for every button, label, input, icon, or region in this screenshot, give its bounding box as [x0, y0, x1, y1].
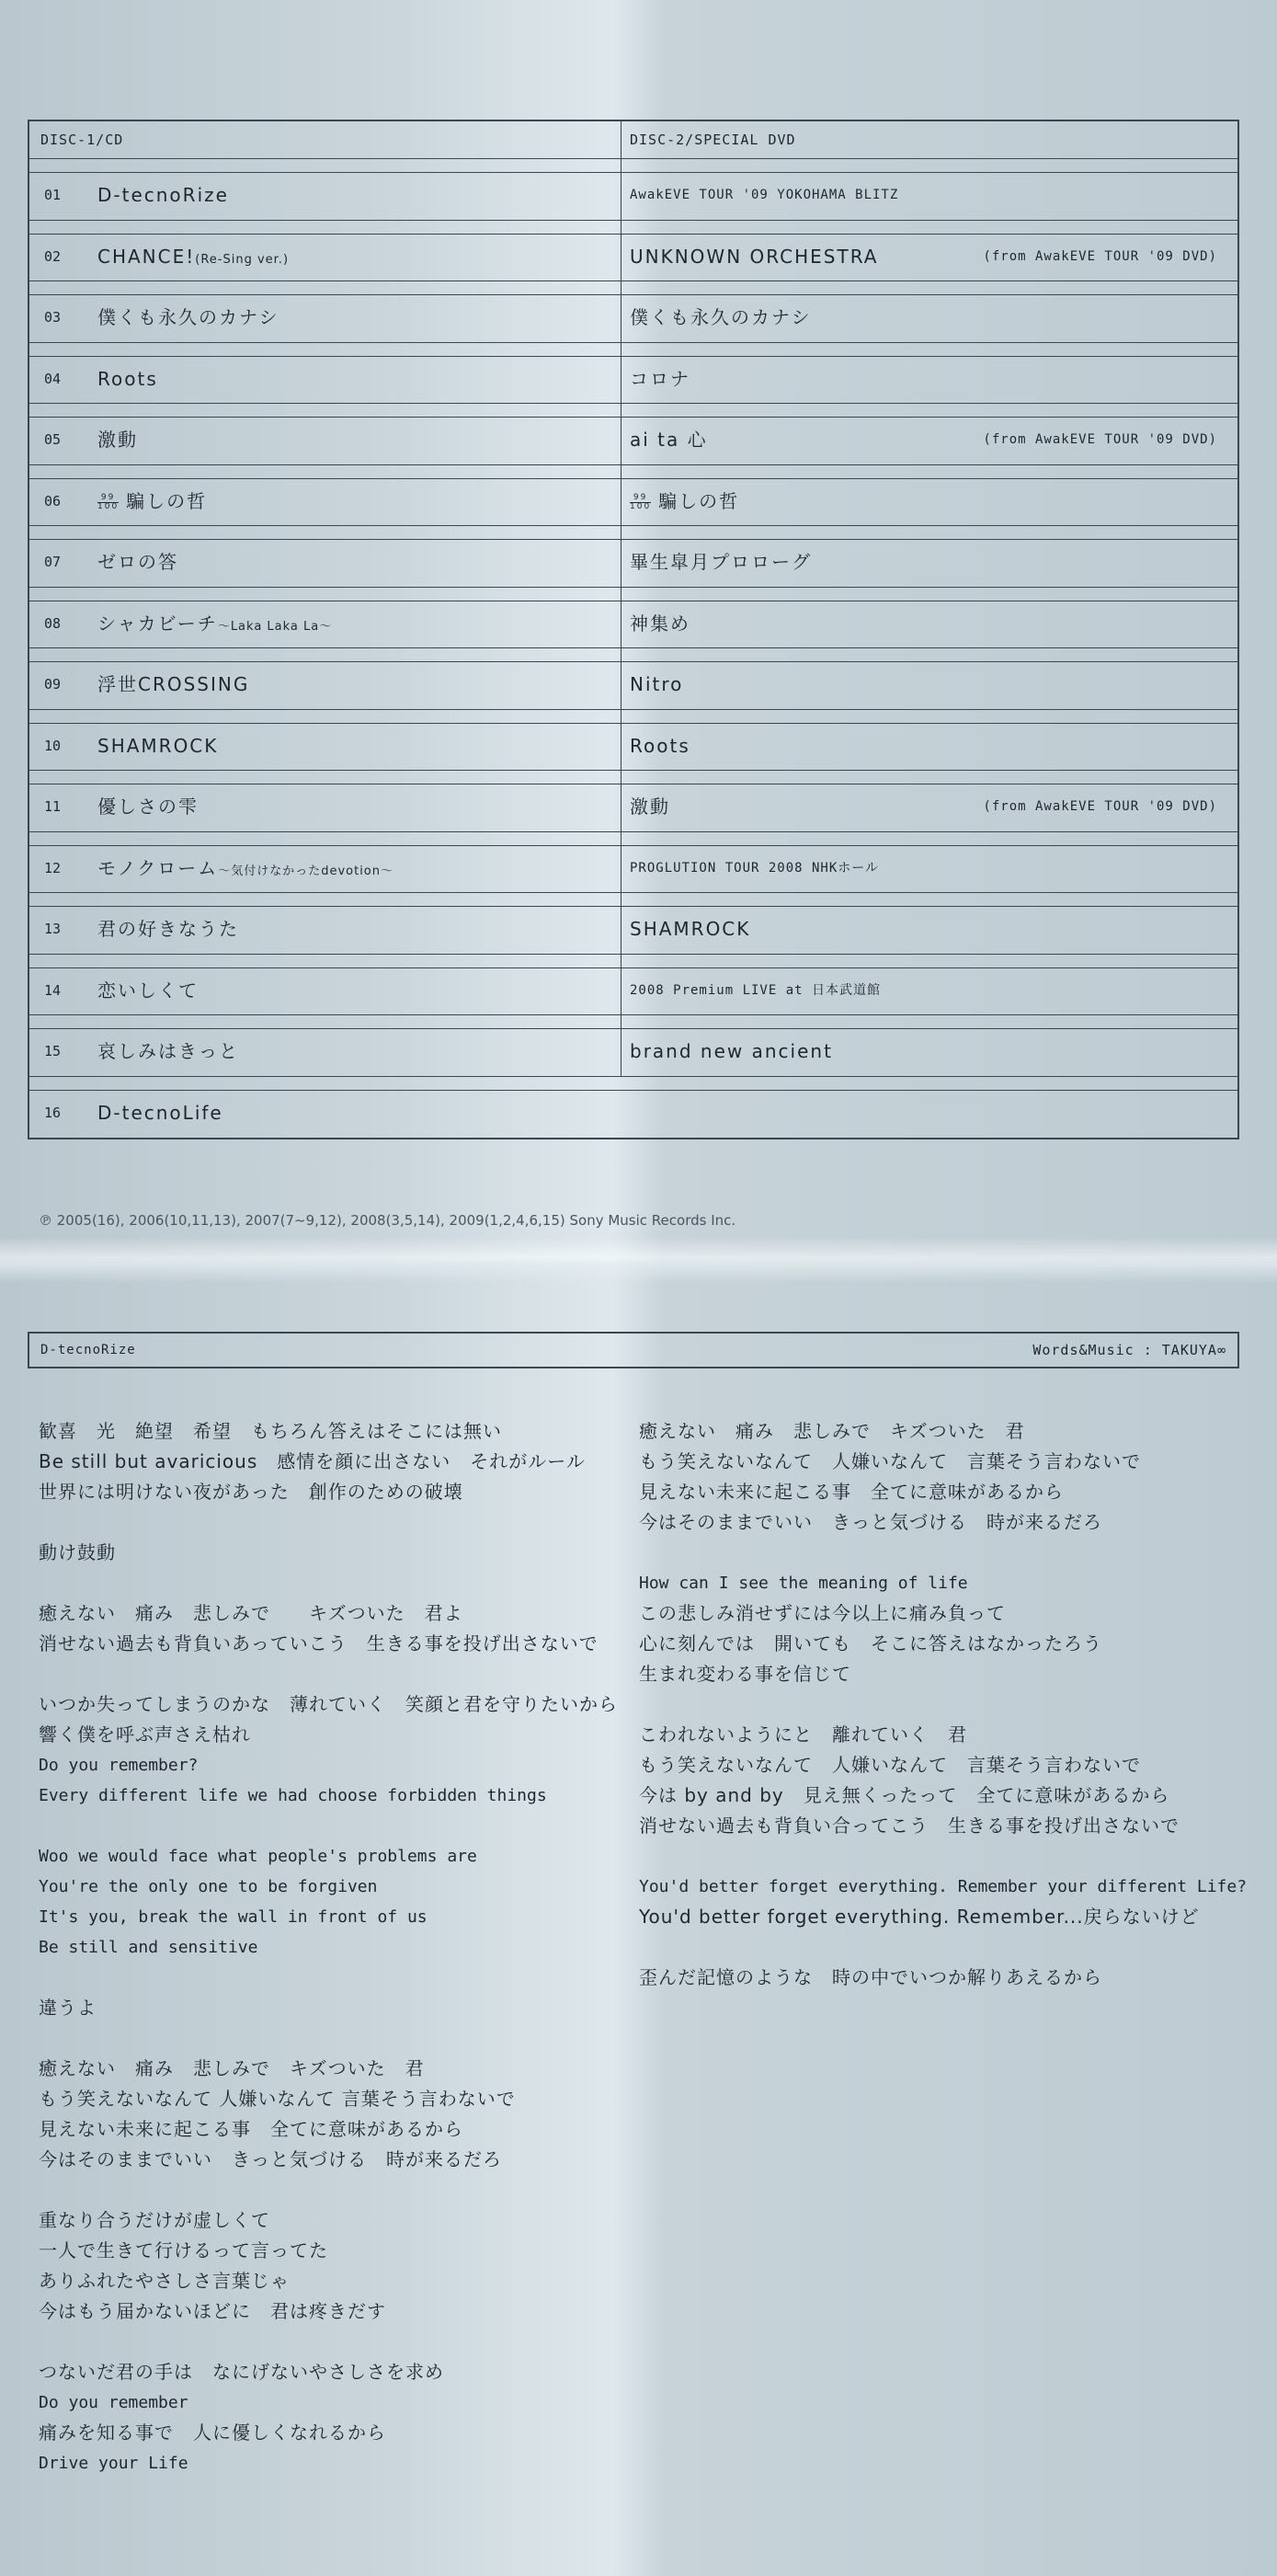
- dvd-title: [630, 294, 812, 340]
- track-number: 06: [44, 492, 62, 509]
- track-title-text: 恋いしくて: [97, 979, 199, 1002]
- dvd-title: [630, 784, 670, 830]
- lyric-line: 癒えない 痛み 悲しみで キズついた 君: [39, 2057, 425, 2079]
- lyric-blank-line: [39, 1811, 618, 1841]
- lyric-blank-line: [39, 2023, 618, 2054]
- lyrics-song-title: D-tecnoRize: [40, 1343, 136, 1357]
- track-number: 08: [44, 614, 62, 632]
- table-rule: [29, 525, 1237, 526]
- track-title-text: 君の好きなうた: [97, 918, 239, 940]
- dvd-title: [630, 539, 812, 585]
- table-row: [29, 845, 1237, 891]
- dvd-title-text: コロナ: [630, 367, 690, 390]
- dvd-title: [630, 661, 683, 707]
- table-rule: [29, 709, 1237, 710]
- lyric-line: Do you remember?: [39, 1756, 199, 1775]
- table-row: [29, 1090, 618, 1136]
- lyric-line: Be still but avaricious 感情を顔に出さない それがルール: [39, 1450, 586, 1472]
- dvd-title: [630, 601, 690, 647]
- lyrics-left-column: [39, 1416, 618, 2479]
- table-row: [29, 601, 1237, 647]
- track-title-text: 僕くも永久のカナシ: [97, 306, 279, 328]
- lyric-line: 重なり合うだけが虚しくて: [39, 2209, 270, 2231]
- lyric-line: 消せない過去も背負いあっていこう 生きる事を投げ出さないで: [39, 1632, 599, 1654]
- dvd-title-text: AwakEVE TOUR '09 YOKOHAMA BLITZ: [630, 188, 899, 202]
- lyric-blank-line: [639, 1932, 1247, 1963]
- lyric-line: 歓喜 光 絶望 希望 もちろん答えはそこには無い: [39, 1420, 502, 1442]
- lyric-line: 世界には明けない夜があった 創作のための破壊: [39, 1481, 463, 1503]
- table-row: [29, 906, 1237, 952]
- dvd-note: (from AwakEVE TOUR '09 DVD): [983, 432, 1217, 447]
- dvd-title: [630, 967, 881, 1013]
- track-title-text: D-tecnoLife: [97, 1101, 223, 1124]
- table-rule: [29, 464, 1237, 465]
- dvd-title-text: 畢生皐月プロローグ: [630, 551, 812, 573]
- track-number: 16: [44, 1104, 62, 1121]
- track-title-text: 騙しの哲: [126, 489, 208, 512]
- lyric-blank-line: [39, 1568, 618, 1598]
- table-rule: [29, 831, 1237, 832]
- dvd-title: [630, 1028, 833, 1074]
- track-number: 07: [44, 554, 62, 570]
- lyric-line: 癒えない 痛み 悲しみで キズついた 君: [639, 1420, 1025, 1442]
- lyric-line: 見えない未来に起こる事 全てに意味があるから: [639, 1481, 1064, 1503]
- track-number: 09: [44, 676, 62, 693]
- lyric-line: 痛みを知る事で 人に優しくなれるから: [39, 2421, 386, 2444]
- dvd-title: [630, 172, 898, 218]
- table-row: [29, 478, 1237, 524]
- lyric-line: You're the only one to be forgiven: [39, 1877, 378, 1896]
- dvd-title-text: 騙しの哲: [658, 489, 740, 512]
- lyrics-credit: Words&Music : TAKUYA∞: [1032, 1342, 1226, 1358]
- table-row: [29, 356, 1237, 402]
- dvd-title: [630, 906, 750, 952]
- dvd-title: [630, 845, 879, 891]
- table-rule: [29, 158, 1237, 159]
- table-rule: [29, 403, 1237, 404]
- lyric-line: 生まれ変わる事を信じて: [639, 1663, 851, 1685]
- table-row: [29, 539, 1237, 585]
- lyric-line: 今はもう届かないほどに 君は疼きだす: [39, 2300, 386, 2322]
- lyric-line: Do you remember: [39, 2393, 188, 2412]
- lyric-line: Be still and sensitive: [39, 1938, 258, 1957]
- track-subtitle: ～Laka Laka La～: [217, 619, 333, 634]
- table-row: [29, 417, 1237, 463]
- track-number: 04: [44, 370, 62, 387]
- track-number: 13: [44, 921, 62, 937]
- lyric-line: もう笑えないなんて 人嫌いなんて 言葉そう言わないで: [39, 2088, 516, 2110]
- lyric-line: 今はそのままでいい きっと気づける 時が来るだろ: [639, 1511, 1102, 1533]
- lyric-line: You'd better forget everything. Remember...戻らないけど: [639, 1906, 1200, 1928]
- table-row: [29, 723, 1237, 769]
- lyrics-header: [28, 1332, 1239, 1368]
- dvd-note: (from AwakEVE TOUR '09 DVD): [983, 799, 1217, 814]
- lyric-blank-line: [639, 1689, 1247, 1720]
- track-title-text: モノクローム: [97, 856, 219, 879]
- table-rule: [29, 770, 1237, 771]
- dvd-title-text: SHAMROCK: [630, 918, 751, 940]
- lyric-line: You'd better forget everything. Remember your different Life?: [639, 1877, 1248, 1896]
- lyric-blank-line: [39, 2175, 618, 2205]
- track-number: 05: [44, 431, 62, 448]
- lyric-line: 響く僕を呼ぶ声さえ枯れ: [39, 1723, 251, 1746]
- lyric-line: 動け鼓動: [39, 1541, 116, 1563]
- table-row: [29, 234, 1237, 280]
- lyric-line: Woo we would face what people's problems are: [39, 1847, 477, 1866]
- table-row: [29, 967, 1237, 1013]
- lyric-line: 癒えない 痛み 悲しみで キズついた 君よ: [39, 1602, 463, 1624]
- dvd-title-text: ai ta 心: [630, 429, 708, 451]
- lyric-line: もう笑えないなんて 人嫌いなんて 言葉そう言わないで: [639, 1754, 1141, 1776]
- dvd-title-text: 神集め: [630, 612, 690, 635]
- lyric-blank-line: [39, 2327, 618, 2357]
- dvd-title-text: Roots: [630, 734, 690, 757]
- tracklist-panel: [28, 120, 1239, 1139]
- dvd-title-text: brand new ancient: [630, 1040, 833, 1062]
- track-number: 11: [44, 798, 62, 815]
- lyric-blank-line: [639, 1841, 1247, 1872]
- lyric-line: 心に刻んでは 開いても そこに答えはなかったろう: [639, 1632, 1102, 1654]
- lyric-line: Every different life we had choose forbidden things: [39, 1786, 547, 1805]
- dvd-title-text: UNKNOWN ORCHESTRA: [630, 245, 879, 268]
- lyric-line: How can I see the meaning of life: [639, 1574, 968, 1593]
- lyric-line: ありふれたやさしさ言葉じゃ: [39, 2270, 290, 2292]
- lyric-line: It's you, break the wall in front of us: [39, 1907, 428, 1927]
- lyric-blank-line: [39, 1963, 618, 1993]
- lyric-line: 違うよ: [39, 1997, 97, 2019]
- table-row: [29, 661, 1237, 707]
- lyric-line: 今はそのままでいい きっと気づける 時が来るだろ: [39, 2148, 502, 2170]
- disc2-header: DISC-2/SPECIAL DVD: [630, 132, 796, 148]
- dvd-title-text: Nitro: [630, 673, 684, 695]
- track-number: 15: [44, 1043, 62, 1059]
- table-row: [29, 784, 1237, 830]
- table-rule: [29, 342, 1237, 343]
- lyric-line: もう笑えないなんて 人嫌いなんて 言葉そう言わないで: [639, 1450, 1141, 1472]
- lyric-line: つないだ君の手は なにげないやさしさを求め: [39, 2361, 444, 2383]
- fraction-denominator: 100: [630, 501, 652, 511]
- lyrics-right-column: [639, 1416, 1247, 1993]
- track-subtitle: (Re-Sing ver.): [195, 252, 290, 267]
- fraction-numerator: 99: [97, 494, 119, 503]
- track-title-text: 哀しみはきっと: [97, 1040, 239, 1062]
- paper-fold: [0, 1237, 1277, 1283]
- dvd-note: (from AwakEVE TOUR '09 DVD): [983, 248, 1217, 264]
- table-row: [29, 1028, 1237, 1074]
- table-rule: [29, 1076, 1237, 1077]
- track-number: 10: [44, 737, 62, 754]
- lyric-line: この悲しみ消せずには今以上に痛み負って: [639, 1602, 1006, 1624]
- track-title-text: Roots: [97, 367, 158, 390]
- track-subtitle: ～気付けなかったdevotion～: [218, 864, 394, 878]
- track-title: [97, 1090, 223, 1136]
- track-number: 12: [44, 859, 62, 876]
- dvd-title: [630, 478, 739, 524]
- disc1-header: DISC-1/CD: [40, 132, 124, 148]
- table-rule: [29, 220, 1237, 221]
- track-title-text: D-tecnoRize: [97, 184, 229, 206]
- dvd-title: [630, 723, 690, 769]
- lyric-blank-line: [639, 1538, 1247, 1568]
- table-rule: [29, 1014, 1237, 1015]
- track-title-text: ゼロの答: [97, 551, 178, 573]
- lyric-line: 見えない未来に起こる事 全てに意味があるから: [39, 2118, 463, 2140]
- lyric-line: いつか失ってしまうのかな 薄れていく 笑顔と君を守りたいから: [39, 1693, 618, 1715]
- lyric-line: Drive your Life: [39, 2454, 188, 2473]
- track-number: 02: [44, 247, 62, 265]
- track-title-text: 浮世CROSSING: [97, 673, 250, 695]
- track-number: 14: [44, 981, 62, 999]
- fraction-mark: [630, 494, 651, 511]
- table-rule: [29, 587, 1237, 588]
- lyric-line: こわれないようにと 離れていく 君: [639, 1723, 967, 1746]
- track-title-text: シャカビーチ: [97, 612, 218, 635]
- lyric-line: 今は by and by 見え無くったって 全てに意味があるから: [639, 1784, 1170, 1806]
- track-title-text: CHANCE!: [97, 245, 196, 268]
- dvd-title-text: 2008 Premium LIVE at 日本武道館: [630, 982, 882, 998]
- fraction-numerator: 99: [630, 494, 651, 503]
- dvd-title-text: 激動: [630, 796, 670, 818]
- lyric-line: 歪んだ記憶のような 時の中でいつか解りあえるから: [639, 1966, 1102, 1988]
- dvd-title-text: 僕くも永久のカナシ: [630, 306, 812, 328]
- track-title-text: 激動: [97, 429, 138, 451]
- table-rule: [29, 954, 1237, 955]
- track-title-text: SHAMROCK: [97, 734, 219, 757]
- copyright-notice: ℗ 2005(16), 2006(10,11,13), 2007(7~9,12), 2008(3,5,14), 2009(1,2,4,6,15) Sony Music Records Inc.: [39, 1212, 736, 1229]
- table-row: [29, 172, 1237, 218]
- dvd-title-text: PROGLUTION TOUR 2008 NHKホール: [630, 860, 880, 876]
- lyric-blank-line: [39, 1659, 618, 1689]
- lyric-line: 消せない過去も背負い合ってこう 生きる事を投げ出さないで: [639, 1815, 1180, 1837]
- dvd-title: [630, 356, 690, 402]
- dvd-title: [630, 234, 878, 280]
- dvd-title: [630, 417, 708, 463]
- track-title-text: 優しさの雫: [97, 796, 199, 818]
- track-number: 03: [44, 309, 62, 326]
- table-row: [29, 294, 1237, 340]
- lyric-blank-line: [39, 1507, 618, 1538]
- fraction-denominator: 100: [97, 501, 120, 511]
- track-number: 01: [44, 187, 62, 203]
- lyric-line: 一人で生きて行けるって言ってた: [39, 2239, 328, 2261]
